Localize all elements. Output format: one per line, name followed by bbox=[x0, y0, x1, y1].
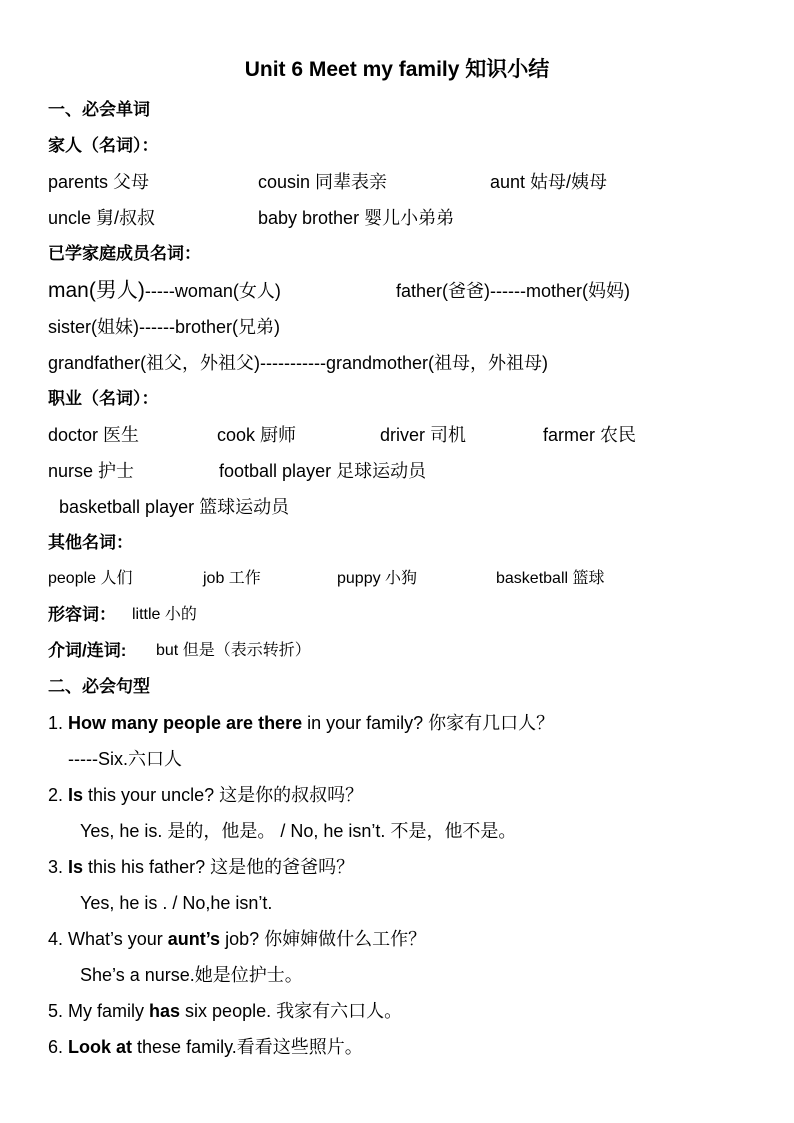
vocab-item: uncle 舅/叔叔 bbox=[48, 208, 156, 228]
jobs-label: 职业（名词）： bbox=[48, 389, 159, 408]
vocab-item: man(男人) bbox=[48, 279, 145, 302]
vocab-item: little 小的 bbox=[132, 606, 197, 623]
learned-members-label: 已学家庭成员名词： bbox=[48, 244, 201, 263]
learned-members-row-2: sister(姐妹)------brother(兄弟) bbox=[48, 317, 280, 337]
sentence-3: 3. Is this his father? 这是他的爸爸吗？ bbox=[48, 857, 355, 877]
vocab-item: but 但是（表示转折） bbox=[156, 642, 311, 659]
vocab-item: baby brother 婴儿小弟弟 bbox=[258, 208, 455, 228]
section-heading-sentences: 二、必会句型 bbox=[48, 677, 150, 696]
vocab-item: father(爸爸)------mother(妈妈) bbox=[396, 281, 630, 301]
other-nouns-label: 其他名词： bbox=[48, 533, 133, 552]
vocab-item: doctor 医生 bbox=[48, 425, 140, 445]
vocab-item: -----woman(女人) bbox=[144, 281, 281, 301]
sentence-1-answer: -----Six.六口人 bbox=[68, 749, 182, 769]
vocab-item: job 工作 bbox=[203, 570, 261, 587]
family-nouns-label: 家人（名词）： bbox=[48, 136, 159, 155]
vocab-item: people 人们 bbox=[48, 570, 133, 587]
vocab-item: aunt 姑母/姨母 bbox=[490, 172, 608, 192]
sentence-4: 4. What’s your aunt’s job? 你婶婶做什么工作？ bbox=[48, 929, 427, 949]
prepositions-label: 介词/连词: bbox=[48, 641, 127, 660]
sentence-1: 1. How many people are there in your family? 你家有几口人？ bbox=[48, 713, 555, 733]
sentence-2: 2. Is this your uncle? 这是你的叔叔吗？ bbox=[48, 785, 364, 805]
sentence-3-answer: Yes, he is . / No,he isn’t. bbox=[80, 893, 273, 913]
vocab-item: basketball 篮球 bbox=[496, 570, 605, 587]
page-title: Unit 6 Meet my family 知识小结 bbox=[244, 58, 550, 81]
vocab-item: farmer 农民 bbox=[543, 425, 637, 445]
vocab-item: parents 父母 bbox=[48, 172, 150, 192]
vocab-item: nurse 护士 bbox=[48, 461, 135, 481]
vocab-item: football player 足球运动员 bbox=[219, 461, 427, 481]
vocab-item: cook 厨师 bbox=[217, 425, 297, 445]
sentence-4-answer: She’s a nurse.她是位护士。 bbox=[80, 965, 303, 985]
sentence-6: 6. Look at these family.看看这些照片。 bbox=[48, 1037, 363, 1057]
jobs-row-3: basketball player 篮球运动员 bbox=[59, 497, 290, 517]
learned-members-row-3: grandfather(祖父，外祖父)-----------grandmother(祖母，外祖母) bbox=[48, 353, 549, 373]
sentence-5: 5. My family has six people. 我家有六口人。 bbox=[48, 1001, 403, 1021]
sentence-2-answer: Yes, he is. 是的，他是。 / No, he isn’t. 不是，他不是。 bbox=[80, 821, 517, 841]
vocab-item: driver 司机 bbox=[380, 425, 467, 445]
adjectives-label: 形容词： bbox=[48, 605, 116, 624]
section-heading-words: 一、必会单词 bbox=[48, 100, 150, 119]
vocab-item: puppy 小狗 bbox=[337, 570, 418, 587]
vocab-item: cousin 同辈表亲 bbox=[258, 172, 388, 192]
